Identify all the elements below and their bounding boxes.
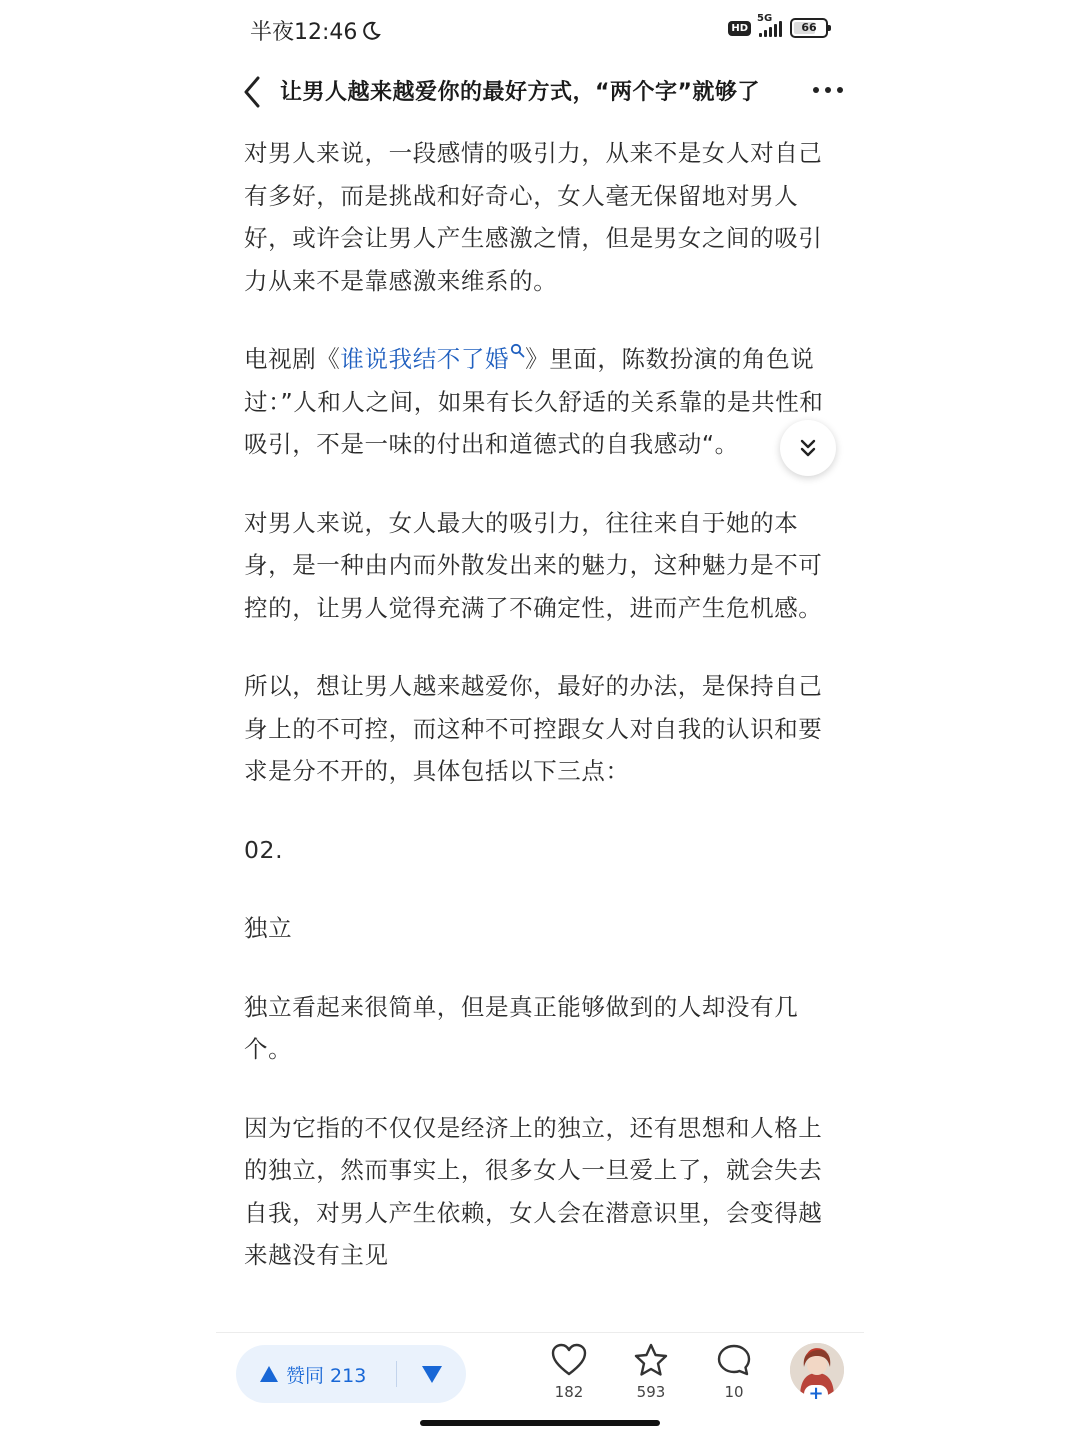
- network-type: 5G: [757, 13, 773, 24]
- downvote-triangle-icon: [422, 1366, 442, 1383]
- heart-icon: [551, 1343, 587, 1377]
- comment-bubble-icon: [716, 1343, 752, 1377]
- like-count: 182: [554, 1383, 584, 1401]
- paragraph-2-suffix: 》里面，陈数扮演的角色说过：”人和人之间，如果有长久舒适的关系靠的是共性和吸引，不是一味的付出和道德式的自我感动“。: [244, 345, 824, 458]
- drama-search-link-text: 谁说我结不了婚: [340, 345, 510, 373]
- like-button[interactable]: [539, 1343, 599, 1401]
- downvote-button[interactable]: [397, 1345, 466, 1403]
- nav-bar: [216, 62, 864, 120]
- paragraph-2-prefix: 电视剧《: [244, 345, 341, 373]
- expand-button[interactable]: [780, 420, 836, 476]
- article-paragraph-3: 对男人来说，女人最大的吸引力，往往来自于她的本身，是一种由内而外散发出来的魅力，这种魅力是不可控的，让男人觉得充满了不确定性，进而产生危机感。: [244, 508, 823, 622]
- section-heading: 独立: [244, 914, 293, 942]
- article-paragraph-6: 因为它指的不仅仅是经济上的独立，还有思想和人格上的独立，然而事实上，很多女人一旦爱上了，就会失去自我，对男人产生依赖，女人会在潜意识里，会变得越来越没有主见: [244, 1113, 823, 1269]
- more-options-icon[interactable]: [808, 72, 848, 108]
- article-paragraph-2: [244, 338, 836, 466]
- upvote-label: 赞同 213: [286, 1364, 367, 1387]
- article-paragraph-1: 对男人来说，一段感情的吸引力，从来不是女人对自己有多好，而是挑战和好奇心，女人毫无保留地对男人好，或许会让男人产生感激之情，但是男女之间的吸引力从来不是靠感激来维系的。: [244, 139, 823, 295]
- status-time-group: [250, 15, 381, 46]
- status-time: 半夜12:46: [250, 20, 358, 45]
- vote-pill: [236, 1345, 466, 1403]
- comment-count: 10: [724, 1383, 744, 1401]
- moon-icon: [361, 21, 381, 41]
- favorite-count: 593: [636, 1383, 666, 1401]
- star-icon: [633, 1343, 669, 1377]
- battery-icon: [790, 18, 828, 38]
- battery-level: 66: [801, 21, 817, 34]
- page-title: 让男人越来越爱你的最好方式，“两个字”就够了: [280, 80, 760, 105]
- article-paragraph-4: 所以，想让男人越来越爱你，最好的办法，是保持自己身上的不可控，而这种不可控跟女人对自我的认识和要求是分不开的，具体包括以下三点：: [244, 672, 823, 785]
- signal-icon: [757, 13, 782, 37]
- home-indicator[interactable]: [420, 1420, 660, 1426]
- upvote-button[interactable]: [236, 1361, 390, 1388]
- status-icons: [728, 13, 828, 38]
- double-chevron-down-icon: [797, 437, 819, 459]
- follow-plus-icon: +: [804, 1385, 828, 1403]
- drama-search-link[interactable]: [340, 345, 525, 373]
- search-icon: [510, 343, 525, 358]
- hd-icon: HD: [728, 21, 751, 36]
- favorite-button[interactable]: [621, 1343, 681, 1401]
- upvote-triangle-icon: [260, 1366, 278, 1382]
- section-number: 02.: [244, 835, 284, 864]
- status-bar: [216, 0, 864, 62]
- phone-screen: [216, 0, 864, 1439]
- comment-button[interactable]: [704, 1343, 764, 1401]
- author-follow-button[interactable]: [790, 1343, 846, 1403]
- back-arrow-icon[interactable]: [238, 72, 268, 112]
- article-body: [244, 132, 836, 1332]
- article-paragraph-5: 独立看起来很简单，但是真正能够做到的人却没有几个。: [244, 992, 799, 1063]
